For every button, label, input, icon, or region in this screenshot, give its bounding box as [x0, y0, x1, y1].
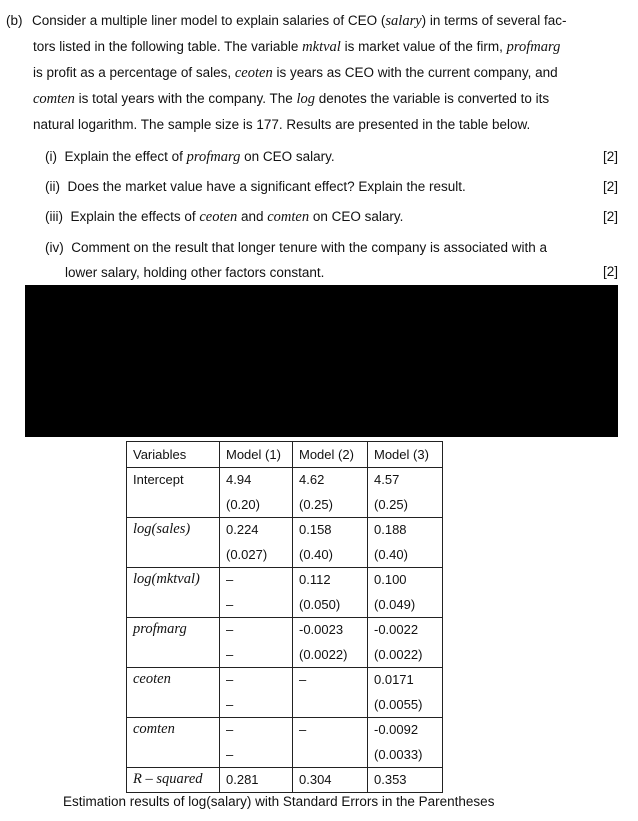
problem-intro: (b) Consider a multiple liner model to explain salaries of CEO (salary) in terms of several fac- tors listed in the following table. The variable mktval is market value of the firm, profmarg is profit as a percentage of sales, ceoten is years as CEO with the current company, and comten is total years with the company. The log denotes the variable is converted to its natural logarithm. The sample size is 177. Results are presented in the table below.	[6, 0, 576, 137]
regression-table	[126, 441, 443, 793]
question-ii: (ii) Does the market value have a significant effect? Explain the result.	[45, 179, 466, 194]
table-caption: Estimation results of log(salary) with Standard Errors in the Parentheses	[63, 794, 495, 809]
table-row-rsquared: R – squared 0.281 0.304 0.353	[127, 767, 443, 793]
table-row: comten – – -0.0092	[127, 717, 443, 742]
question-iii: (iii) Explain the effects of ceoten and comten on CEO salary.	[45, 209, 404, 225]
header-model-2: Model (2)	[293, 442, 368, 468]
table-row: profmarg – -0.0023 -0.0022	[127, 617, 443, 642]
marks-ii: [2]	[602, 179, 618, 194]
table-row: ceoten – – 0.0171	[127, 667, 443, 692]
table-row: log(sales) 0.224 0.158 0.188	[127, 517, 443, 542]
header-model-3: Model (3)	[368, 442, 443, 468]
table-row: (0.027) (0.40) (0.40)	[127, 542, 443, 567]
marks-i: [2]	[602, 149, 618, 164]
table-row: (0.20) (0.25) (0.25)	[127, 492, 443, 517]
marks-iv: [2]	[602, 264, 618, 279]
redacted-block	[25, 285, 618, 437]
table-header-row	[127, 442, 443, 468]
header-variables: Variables	[127, 442, 220, 468]
table-row: Intercept 4.94 4.62 4.57	[127, 467, 443, 492]
part-label: (b)	[6, 13, 23, 28]
table-row: – (0.0033)	[127, 742, 443, 767]
question-iv: (iv) Comment on the result that longer tenure with the company is associated with a lower salary, holding other factors constant.	[45, 240, 548, 280]
table-row: – (0.0022) (0.0022)	[127, 642, 443, 667]
header-model-1: Model (1)	[220, 442, 293, 468]
table-row: log(mktval) – 0.112 0.100	[127, 567, 443, 592]
question-i: (i) Explain the effect of profmarg on CEO salary.	[45, 149, 335, 165]
table-row: – (0.0055)	[127, 692, 443, 717]
table-row: – (0.050) (0.049)	[127, 592, 443, 617]
marks-iii: [2]	[602, 209, 618, 224]
